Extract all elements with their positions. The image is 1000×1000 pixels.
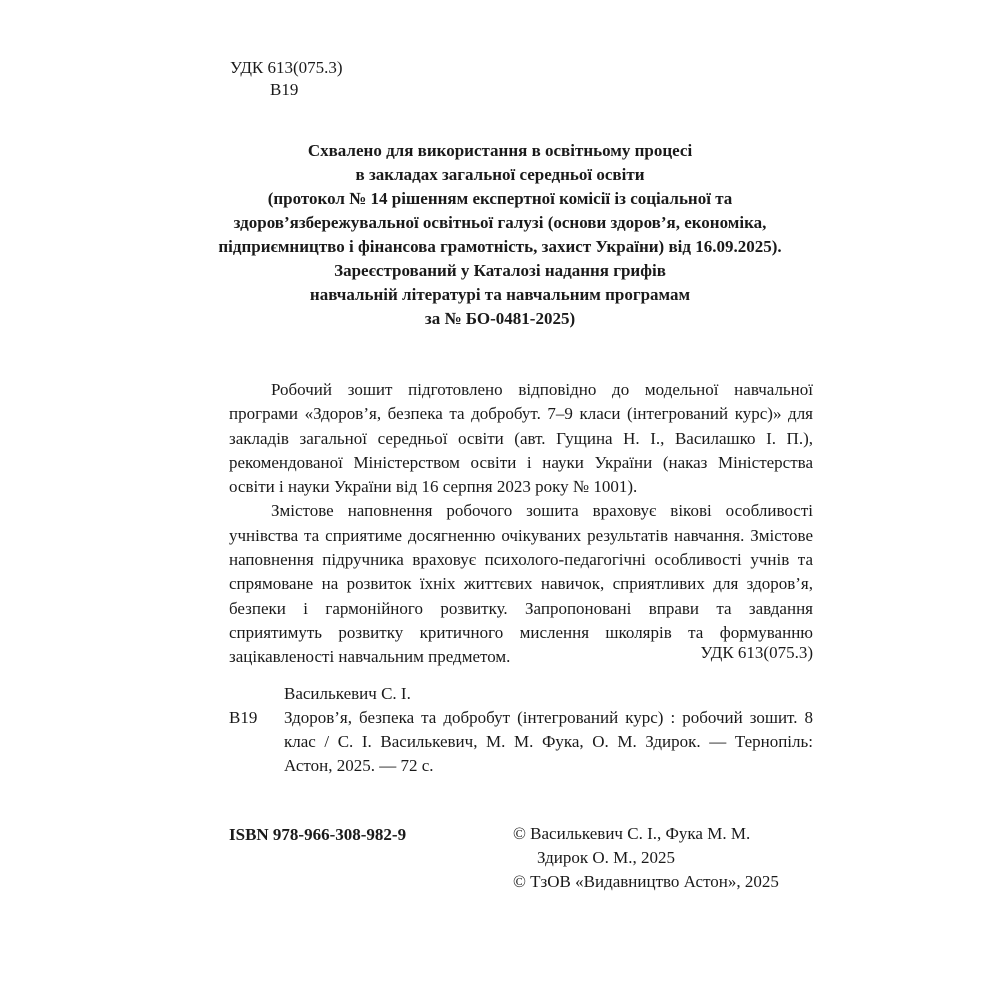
annotation-block	[229, 378, 813, 670]
copyright-block	[513, 822, 779, 894]
record-author: Василькевич С. І.	[284, 684, 411, 703]
record-row	[229, 706, 813, 778]
approval-block	[180, 139, 820, 331]
copyright-line: © ТзОВ «Видавництво Астон», 2025	[513, 872, 779, 891]
udk-header	[230, 57, 343, 101]
author-mark: В19	[270, 80, 299, 99]
record-description: Здоров’я, безпека та добробут (інтегрований курс) : робочий зошит. 8 клас / С. І. Василькевич, М. М. Фука, О. М. Здирок. — Тернопіль: Астон, 2025. — 72 с.	[284, 708, 813, 775]
udk-code: УДК 613(075.3)	[230, 58, 343, 77]
udk-catalog-code: УДК 613(075.3)	[700, 643, 813, 662]
approval-line: Зареєстрований у Каталозі надання грифів	[334, 261, 666, 280]
annotation-paragraph: Змістове наповнення робочого зошита враховує вікові особливості учнівства та сприятиме досягненню очікуваних результатів навчання. Змістове наповнення підручника враховує психолого-педагогічні особливості учнів та спрямоване на розвиток їхніх життєвих навичок, сприятливих для здоров’я, безпеки і гармонійного розвитку. Запропоновані вправи та завдання сприятимуть розвитку критичного мислення школярів та формуванню зацікавленості навчальним предметом.	[229, 501, 813, 667]
copyright-line: © Василькевич С. І., Фука М. М.	[513, 824, 751, 843]
approval-line: за № БО-0481-2025)	[424, 309, 576, 328]
approval-line: (протокол № 14 рішенням експертної комісії із соціальної та	[267, 189, 733, 208]
approval-line: Схвалено для використання в освітньому процесі	[307, 141, 693, 160]
approval-line: здоров’язбережувальної освітньої галузі (основи здоров’я, економіка,	[233, 213, 767, 232]
approval-line: навчальній літературі та навчальним програмам	[309, 285, 691, 304]
approval-line: підприємництво і фінансова грамотність, захист України) від 16.09.2025).	[218, 237, 782, 256]
copyright-line: Здирок О. М., 2025	[537, 848, 675, 867]
bibliographic-record	[229, 682, 813, 778]
annotation-paragraph: Робочий зошит підготовлено відповідно до модельної навчальної програми «Здоров’я, безпека та добробут. 7–9 класи (інтегрований курс)» для закладів загальної середньої освіти (авт. Гущина Н. І., Василашко І. П.), рекомендованої Міністерством освіти і науки України (наказ Міністерства освіти і науки України від 16 серпня 2023 року № 1001).	[229, 380, 813, 497]
approval-line: в закладах загальної середньої освіти	[355, 165, 645, 184]
record-code: В19	[229, 708, 258, 727]
isbn: ISBN 978-966-308-982-9	[229, 825, 407, 844]
